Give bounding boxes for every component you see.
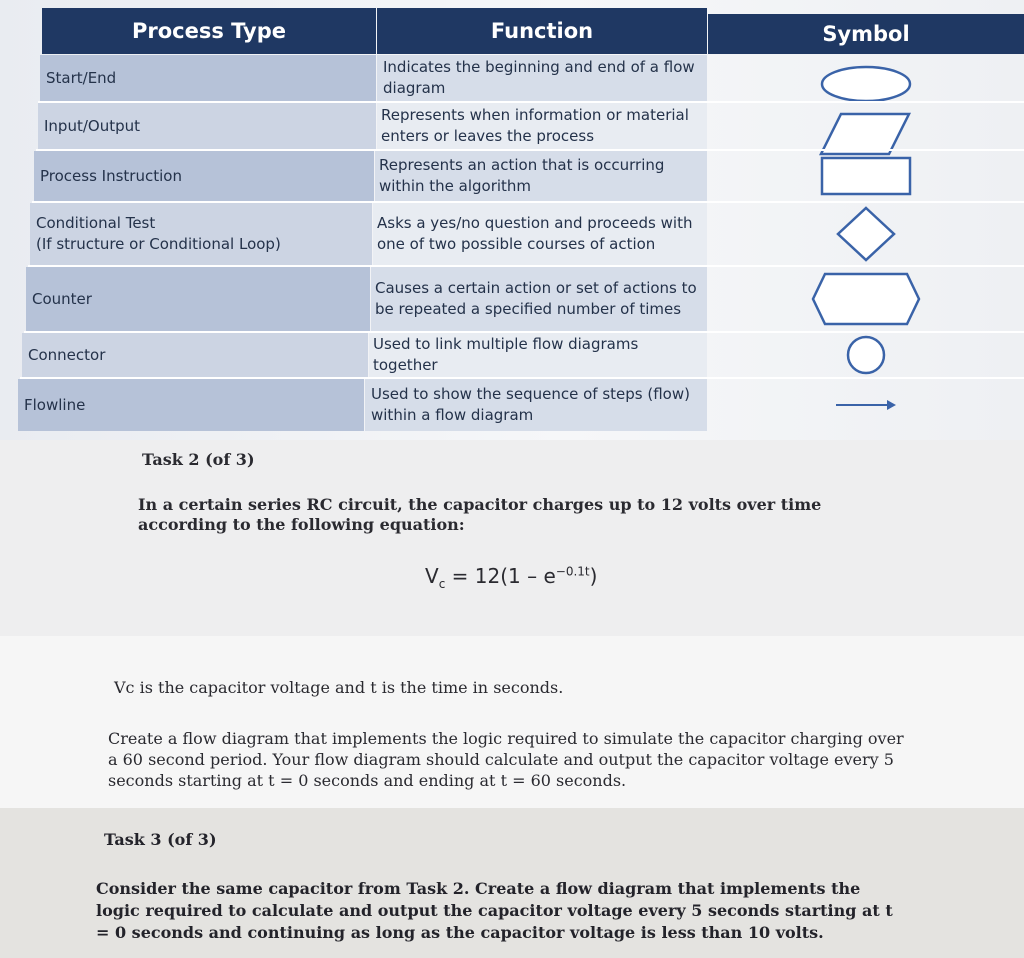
row-function-cell: [365, 379, 707, 431]
task3-title: Task 3 (of 3): [104, 830, 217, 849]
table-row-conditional-test: [0, 203, 1024, 265]
row-function-cell: [369, 333, 707, 377]
row-type-cell: [26, 267, 370, 331]
task2-definition: Vc is the capacitor voltage and t is the time in seconds.: [114, 678, 564, 697]
row-function-cell: [371, 267, 707, 331]
table-row-connector: [0, 333, 1024, 377]
row-function: Asks a yes/no question and proceeds with one of two possible courses of action: [377, 214, 693, 253]
row-type-subtitle: (If structure or Conditional Loop): [36, 235, 281, 253]
row-type: Connector: [28, 346, 106, 364]
circle-icon: [844, 333, 888, 377]
task2-instructions-section: [0, 636, 1024, 808]
hexagon-icon: [811, 272, 921, 326]
header-function: Function: [377, 8, 707, 54]
row-type: Process Instruction: [40, 167, 182, 185]
parallelogram-icon: [821, 104, 911, 148]
row-type: Start/End: [46, 69, 117, 87]
task2-title: Task 2 (of 3): [142, 450, 255, 469]
table-row-flowline: [0, 379, 1024, 431]
row-symbol-cell: [708, 267, 1024, 331]
task3-section: [0, 808, 1024, 958]
row-type-cell: [34, 151, 374, 201]
ellipse-icon: [820, 58, 912, 98]
row-function-cell: [373, 203, 707, 265]
row-function-cell: [377, 103, 707, 149]
row-symbol-cell: [708, 151, 1024, 201]
row-symbol-cell: [708, 55, 1024, 101]
row-type: Conditional Test: [36, 214, 156, 232]
row-type-cell: [38, 103, 376, 149]
row-type: Flowline: [24, 396, 86, 414]
task2-section: [0, 440, 1024, 636]
arrow-icon: [834, 398, 898, 412]
task2-instructions: Create a flow diagram that implements the logic required to simulate the capacitor charging over a 60 second period. Your flow diagram should calculate and output the capacitor voltage every 5 seconds starting at t = 0 seconds and ending at t = 60 seconds.: [108, 729, 904, 790]
table-row-start-end: [0, 55, 1024, 101]
row-function-cell: [377, 55, 707, 101]
row-type: Counter: [32, 290, 92, 308]
row-symbol-cell: [708, 379, 1024, 431]
header-symbol: Symbol: [708, 14, 1024, 54]
eq-end: ): [589, 564, 598, 588]
task3-body: Consider the same capacitor from Task 2. Create a flow diagram that implements the logic required to calculate and output the capacitor voltage every 5 seconds starting at t = 0 seconds and continuing as long as the capacitor voltage is less than 10 volts.: [96, 879, 893, 942]
table-row-input-output: [0, 103, 1024, 149]
row-function: Used to show the sequence of steps (flow) within a flow diagram: [371, 385, 690, 424]
row-type: Input/Output: [44, 117, 140, 135]
eq-mid: = 12(1 – e: [445, 564, 556, 588]
row-type-cell: [30, 203, 372, 265]
row-symbol-cell: [708, 103, 1024, 149]
row-function: Used to link multiple flow diagrams together: [373, 335, 639, 374]
diamond-icon: [834, 206, 898, 262]
rectangle-icon: [820, 156, 912, 196]
row-function: Represents an action that is occurring within the algorithm: [379, 156, 665, 195]
capacitor-equation: [425, 564, 597, 591]
table-row-process-instruction: [0, 151, 1024, 201]
row-function: Causes a certain action or set of actions to be repeated a specified number of times: [375, 279, 697, 318]
task2-intro: In a certain series RC circuit, the capacitor charges up to 12 volts over time according to the following equation:: [138, 495, 822, 534]
row-type-cell: [22, 333, 368, 377]
row-function-cell: [375, 151, 707, 201]
row-symbol-cell: [708, 203, 1024, 265]
eq-exponent: −0.1t: [555, 564, 590, 579]
header-process-type: Process Type: [42, 8, 376, 54]
row-type-cell: [18, 379, 364, 431]
eq-sub: c: [438, 577, 446, 591]
row-function: Represents when information or material enters or leaves the process: [381, 106, 689, 145]
row-symbol-cell: [708, 333, 1024, 377]
table-row-counter: [0, 267, 1024, 331]
flowchart-symbol-table: [0, 0, 1024, 440]
eq-lhs: V: [425, 564, 439, 588]
row-type-cell: [40, 55, 376, 101]
row-function: Indicates the beginning and end of a flow diagram: [383, 58, 695, 97]
